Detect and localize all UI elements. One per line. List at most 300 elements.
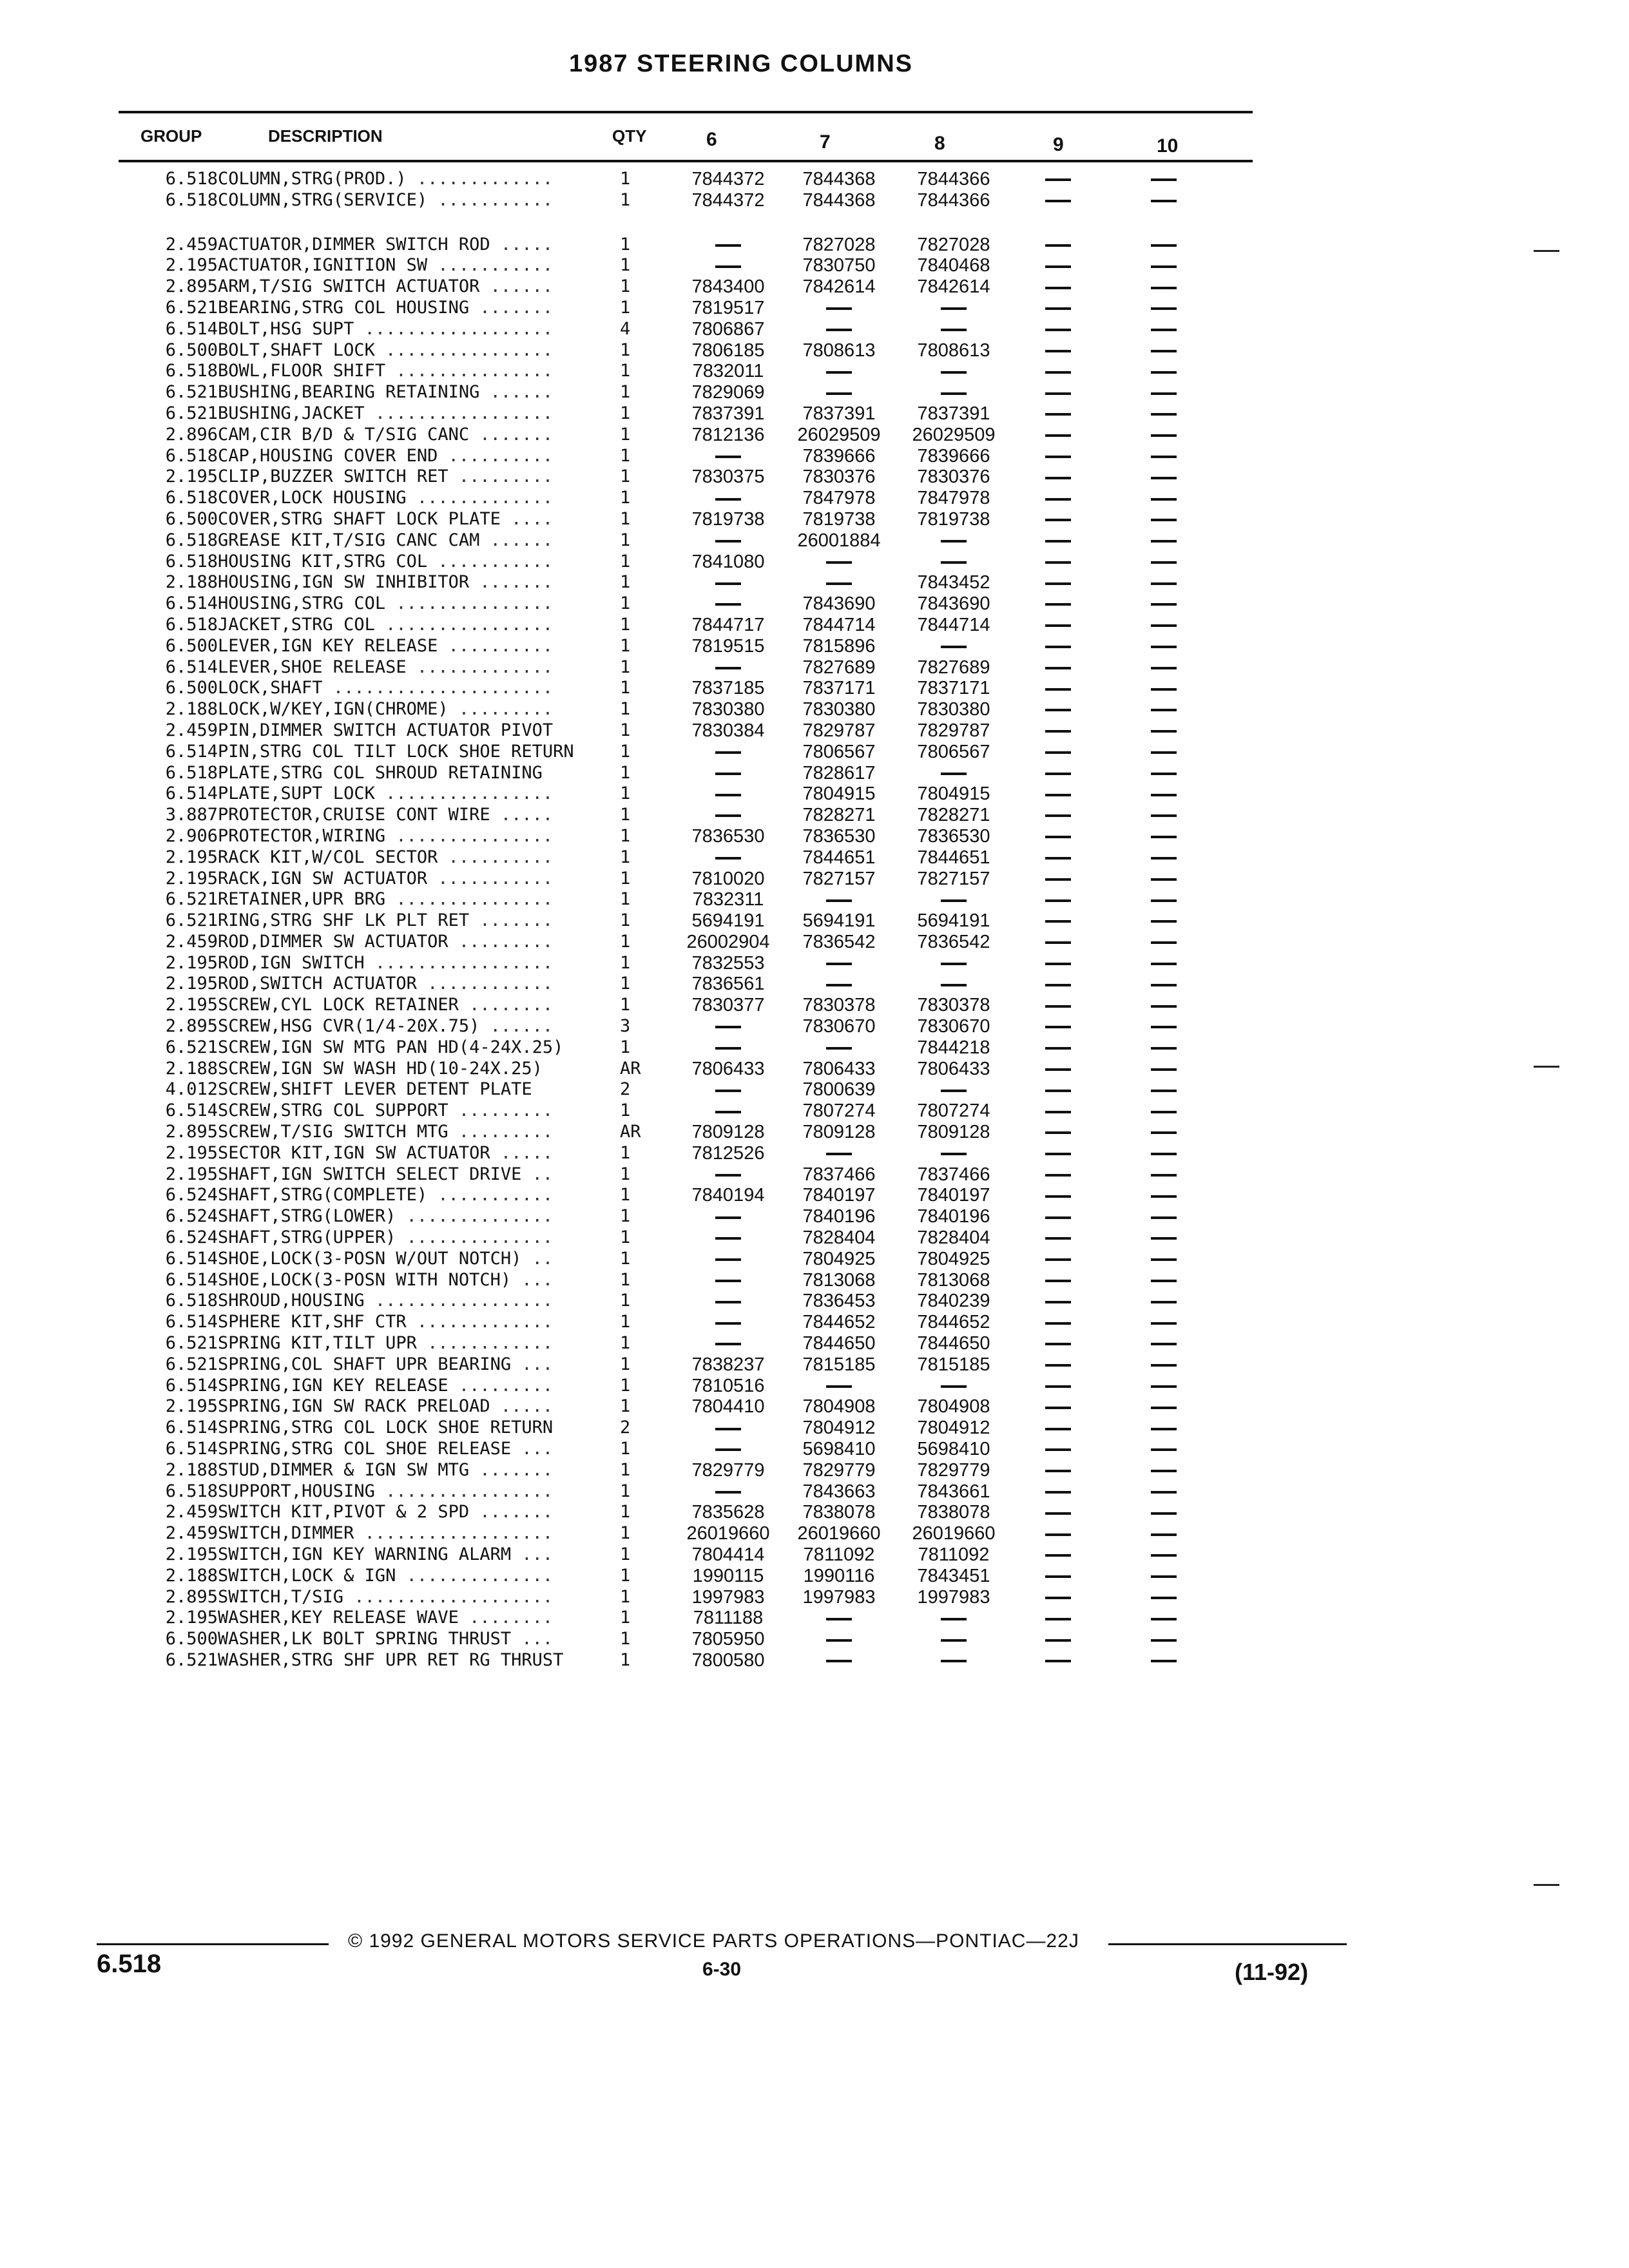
part-number-cell-7: 7815185 (802, 1354, 876, 1375)
table-row (0, 657, 1629, 678)
table-row (0, 530, 1629, 552)
not-applicable-dash (1151, 1660, 1177, 1662)
not-applicable-dash (941, 392, 967, 395)
part-number-cell-9 (1019, 974, 1097, 994)
not-applicable-dash (1045, 1639, 1071, 1642)
qty-cell: 1 (620, 1565, 631, 1586)
part-number-cell-8: 7838078 (917, 1502, 990, 1523)
part-number-cell-6: 7832011 (692, 361, 764, 382)
part-number-cell-10 (1125, 1376, 1202, 1396)
part-number-cell-7: 7838078 (802, 1502, 876, 1523)
part-number-cell-8: 7806433 (917, 1058, 990, 1079)
group-cell: 6.514 (165, 1375, 218, 1396)
dot-leader: ...... (479, 530, 554, 550)
not-applicable-dash (941, 561, 967, 564)
not-applicable-dash (1045, 1174, 1071, 1177)
group-cell: 6.514 (165, 1439, 218, 1459)
dot-leader: ......... (448, 699, 554, 720)
part-number-cell-9 (1019, 636, 1097, 657)
qty-cell: 1 (620, 614, 631, 635)
description-cell: ROD,IGN SWITCH ................. (218, 952, 554, 973)
part-number-cell-8: 7830378 (917, 995, 990, 1016)
part-number-cell-8: 7844366 (917, 169, 990, 189)
description-cell: PIN,DIMMER SWITCH ACTUATOR PIVOT (218, 720, 554, 740)
qty-cell: 1 (620, 1502, 631, 1523)
footer-copyright: © 1992 GENERAL MOTORS SERVICE PARTS OPERATIONS—PONTIAC—22J (348, 1930, 1079, 1952)
qty-cell: 1 (620, 1375, 631, 1396)
part-number-cell-8: 7828404 (917, 1227, 990, 1249)
description-cell: BOWL,FLOOR SHIFT ............... (218, 361, 554, 381)
footer-page-number: 6-30 (702, 1959, 742, 1980)
qty-cell: 1 (620, 276, 631, 297)
part-number-cell-10 (1125, 1418, 1202, 1438)
part-number-cell-8: 7829779 (917, 1459, 990, 1481)
qty-cell: 1 (620, 1269, 631, 1290)
part-number-cell-10 (1125, 593, 1202, 614)
qty-cell: 1 (620, 1206, 631, 1227)
description-cell: HOUSING,IGN SW INHIBITOR ....... (218, 572, 554, 593)
part-number-cell-10 (1125, 382, 1202, 403)
table-row (0, 615, 1629, 636)
part-number-cell-7 (781, 1629, 897, 1649)
part-number-cell-8: 7839666 (917, 445, 990, 466)
dot-leader: ......... (448, 466, 554, 487)
not-applicable-dash (1045, 477, 1071, 479)
description-cell: COVER,STRG SHAFT LOCK PLATE .... (218, 508, 554, 529)
part-number-cell-9 (1019, 805, 1097, 825)
part-number-cell-10 (1125, 636, 1202, 657)
part-number-cell-6: 7830384 (691, 720, 765, 741)
part-number-cell-6: 7806185 (691, 340, 765, 361)
not-applicable-dash (1151, 1174, 1177, 1177)
dot-leader: ............. (406, 169, 554, 189)
part-number-cell-6: 7812136 (691, 424, 765, 445)
qty-cell: 1 (620, 1544, 631, 1564)
table-row (0, 1291, 1629, 1312)
part-number-cell-7 (781, 1143, 897, 1164)
part-number-cell-6: 26019660 (686, 1523, 770, 1544)
qty-cell: 1 (620, 910, 631, 931)
group-cell: 2.895 (165, 276, 218, 297)
qty-cell: 1 (620, 678, 631, 698)
group-cell: 6.514 (165, 1418, 218, 1438)
part-number-cell-7: 7830380 (802, 699, 876, 720)
part-number-cell-9 (1019, 953, 1097, 974)
not-applicable-dash (715, 773, 741, 775)
part-number-cell-9 (1019, 361, 1097, 381)
not-applicable-dash (826, 1047, 852, 1050)
part-number-cell-6 (670, 1037, 786, 1058)
not-applicable-dash (1045, 456, 1071, 458)
not-applicable-dash (1045, 984, 1071, 986)
qty-cell: 1 (620, 762, 631, 783)
qty-cell: 1 (620, 403, 631, 423)
group-cell: 6.521 (165, 297, 218, 318)
part-number-cell-9 (1019, 1460, 1097, 1481)
group-cell: 6.518 (165, 1481, 218, 1501)
description-cell: PROTECTOR,WIRING ............... (218, 825, 554, 846)
not-applicable-dash (1045, 244, 1071, 247)
not-applicable-dash (1151, 941, 1177, 944)
part-number-cell-9 (1019, 1037, 1097, 1058)
description-cell: RETAINER,UPR BRG ............... (218, 889, 554, 910)
part-number-cell-6: 7829779 (691, 1459, 765, 1481)
not-applicable-dash (826, 1385, 852, 1388)
not-applicable-dash (1151, 773, 1177, 775)
part-number-cell-9 (1019, 1079, 1097, 1100)
part-number-cell-10 (1125, 783, 1202, 804)
part-number-cell-7 (781, 953, 897, 974)
part-number-cell-8 (896, 530, 1012, 551)
group-cell: 6.524 (165, 1185, 218, 1206)
not-applicable-dash (1151, 1618, 1177, 1620)
description-cell: COVER,LOCK HOUSING ............. (218, 488, 554, 508)
table-row (0, 1143, 1629, 1164)
part-number-cell-7: 7847978 (802, 488, 876, 509)
part-number-cell-8: 7830376 (917, 466, 990, 488)
dot-leader: ................. (364, 952, 554, 973)
part-number-cell-7: 7804908 (802, 1396, 876, 1418)
group-cell: 6.514 (165, 1100, 218, 1121)
not-applicable-dash (826, 371, 852, 374)
part-number-cell-7: 7827689 (802, 657, 876, 678)
not-applicable-dash (826, 307, 852, 310)
qty-cell: 1 (620, 657, 631, 677)
dot-leader: ......... (448, 1100, 554, 1121)
part-number-cell-10 (1125, 255, 1202, 276)
part-number-cell-6: 7819515 (691, 635, 765, 657)
group-cell: 2.195 (165, 1608, 218, 1628)
part-number-cell-7: 26019660 (797, 1523, 881, 1544)
group-cell: 6.500 (165, 678, 218, 698)
not-applicable-dash (1045, 519, 1071, 521)
part-number-cell-6 (670, 1291, 786, 1311)
not-applicable-dash (715, 814, 741, 817)
dot-leader: ...... (479, 1016, 554, 1037)
part-number-cell-7: 7806433 (802, 1058, 876, 1079)
qty-cell: 1 (620, 995, 631, 1015)
part-number-cell-6: 1990115 (692, 1565, 764, 1586)
part-number-cell-10 (1125, 805, 1202, 825)
not-applicable-dash (715, 1090, 741, 1092)
group-cell: 2.459 (165, 1523, 218, 1544)
group-cell: 6.524 (165, 1206, 218, 1227)
part-number-cell-9 (1019, 1502, 1097, 1523)
part-number-cell-9 (1019, 1059, 1097, 1079)
group-cell: 6.521 (165, 1354, 218, 1374)
part-number-cell-7: 7844368 (802, 169, 876, 189)
table-row (0, 1016, 1629, 1037)
not-applicable-dash (715, 857, 741, 860)
not-applicable-dash (1151, 1470, 1177, 1472)
part-number-cell-7: 7836530 (802, 825, 876, 847)
dot-leader: ............. (406, 488, 554, 508)
not-applicable-dash (1045, 1597, 1071, 1599)
description-cell: SWITCH KIT,PIVOT & 2 SPD ....... (218, 1502, 554, 1523)
group-cell: 6.518 (165, 488, 218, 508)
part-number-cell-9 (1019, 869, 1097, 889)
not-applicable-dash (1151, 688, 1177, 691)
part-number-cell-6 (670, 763, 786, 783)
part-number-cell-10 (1125, 1523, 1202, 1544)
dot-leader: ... (511, 1439, 554, 1459)
part-number-cell-10 (1125, 1143, 1202, 1164)
part-number-cell-8: 7813068 (917, 1269, 990, 1291)
not-applicable-dash (1045, 1280, 1071, 1282)
not-applicable-dash (1045, 963, 1071, 965)
part-number-cell-7: 7806567 (802, 741, 876, 762)
part-number-cell-8 (896, 1608, 1012, 1628)
not-applicable-dash (1045, 709, 1071, 711)
description-cell: SPRING KIT,TILT UPR ............ (218, 1333, 554, 1354)
table-row (0, 319, 1629, 340)
part-number-cell-6 (670, 742, 786, 762)
not-applicable-dash (1045, 878, 1071, 881)
part-number-cell-7: 7827028 (802, 234, 876, 255)
part-number-cell-8: 7807274 (917, 1100, 990, 1122)
part-number-cell-8: 7827157 (917, 868, 990, 889)
part-number-cell-6: 7832311 (692, 889, 764, 910)
qty-cell: 1 (620, 382, 631, 403)
not-applicable-dash (715, 794, 741, 796)
not-applicable-dash (1151, 178, 1177, 181)
dot-leader: ... (511, 1544, 554, 1564)
dot-leader: ....... (469, 910, 554, 931)
not-applicable-dash (1151, 899, 1177, 902)
part-number-cell-7: 7830670 (802, 1016, 876, 1037)
part-number-cell-7: 7809128 (802, 1122, 876, 1143)
not-applicable-dash (1045, 200, 1071, 202)
description-cell: STUD,DIMMER & IGN SW MTG ....... (218, 1459, 554, 1480)
not-applicable-dash (715, 1047, 741, 1050)
part-number-cell-9 (1019, 889, 1097, 910)
description-cell: SCREW,HSG CVR(1/4-20X.75) ...... (218, 1016, 554, 1037)
part-number-cell-7 (781, 889, 897, 910)
group-cell: 6.518 (165, 614, 218, 635)
part-number-cell-6 (670, 1249, 786, 1269)
part-number-cell-6 (670, 1016, 786, 1037)
part-number-cell-10 (1125, 1100, 1202, 1121)
part-number-cell-8: 7837171 (917, 678, 990, 699)
qty-cell: 1 (620, 1396, 631, 1417)
qty-cell: 1 (620, 1248, 631, 1269)
group-cell: 2.459 (165, 931, 218, 952)
table-row (0, 1481, 1629, 1503)
dot-leader: ... (511, 1354, 554, 1374)
part-number-cell-10 (1125, 1566, 1202, 1586)
not-applicable-dash (1151, 1090, 1177, 1092)
part-number-cell-6: 7829069 (691, 382, 765, 403)
part-number-cell-10 (1125, 1544, 1202, 1565)
part-number-cell-8: 7840468 (917, 255, 990, 276)
dot-leader: .............. (396, 1565, 554, 1586)
margin-mark (1534, 250, 1559, 252)
part-number-cell-8: 5694191 (917, 910, 990, 932)
part-number-cell-7: 7800639 (802, 1079, 876, 1100)
dot-leader: ............. (406, 1312, 554, 1332)
table-row (0, 1270, 1629, 1291)
part-number-cell-10 (1125, 1502, 1202, 1523)
part-number-cell-8: 7840239 (917, 1291, 990, 1312)
not-applicable-dash (1045, 1343, 1071, 1345)
description-cell: SHAFT,STRG(COMPLETE) ........... (218, 1185, 554, 1206)
table-row (0, 1418, 1629, 1439)
part-number-cell-10 (1125, 657, 1202, 678)
not-applicable-dash (1045, 899, 1071, 902)
group-cell: 6.518 (165, 551, 218, 572)
part-number-cell-10 (1125, 361, 1202, 381)
qty-cell: 1 (620, 805, 631, 825)
group-cell: 6.524 (165, 1227, 218, 1248)
not-applicable-dash (1045, 1618, 1071, 1620)
not-applicable-dash (1045, 1554, 1071, 1557)
not-applicable-dash (1151, 1639, 1177, 1642)
not-applicable-dash (1151, 287, 1177, 289)
not-applicable-dash (1045, 178, 1071, 181)
part-number-cell-9 (1019, 446, 1097, 466)
part-number-cell-8: 7804908 (917, 1396, 990, 1418)
qty-cell: 1 (620, 1481, 631, 1501)
dot-leader: ....... (469, 424, 554, 445)
description-cell: LOCK,W/KEY,IGN(CHROME) ......... (218, 699, 554, 720)
part-number-cell-10 (1125, 169, 1202, 189)
part-number-cell-6 (670, 488, 786, 508)
not-applicable-dash (715, 603, 741, 606)
qty-cell: 1 (620, 974, 631, 994)
part-number-cell-9 (1019, 530, 1097, 551)
table-row (0, 1249, 1629, 1270)
part-number-cell-10 (1125, 446, 1202, 466)
not-applicable-dash (1151, 329, 1177, 331)
qty-cell: 2 (620, 1079, 631, 1100)
table-row (0, 1587, 1629, 1608)
group-cell: 2.195 (165, 995, 218, 1015)
part-number-cell-7: 7844652 (802, 1312, 876, 1333)
group-cell: 2.459 (165, 1502, 218, 1523)
not-applicable-dash (1045, 1005, 1071, 1008)
part-number-cell-9 (1019, 190, 1097, 211)
part-number-cell-10 (1125, 1037, 1202, 1058)
table-row (0, 826, 1629, 847)
part-number-cell-8: 7811092 (918, 1544, 990, 1565)
description-cell: ACTUATOR,DIMMER SWITCH ROD ..... (218, 234, 554, 255)
part-number-cell-7: 7837466 (802, 1164, 876, 1185)
table-row (0, 953, 1629, 974)
description-cell: LEVER,IGN KEY RELEASE .......... (218, 635, 554, 656)
not-applicable-dash (1045, 371, 1071, 374)
description-cell: SCREW,IGN SW MTG PAN HD(4-24X.25) (218, 1037, 564, 1057)
part-number-cell-6 (670, 235, 786, 255)
dot-leader: ............ (416, 974, 554, 994)
not-applicable-dash (1151, 709, 1177, 711)
not-applicable-dash (1045, 688, 1071, 691)
not-applicable-dash (941, 1660, 967, 1662)
group-cell: 2.906 (165, 825, 218, 846)
table-row (0, 1079, 1629, 1100)
part-number-cell-9 (1019, 509, 1097, 530)
part-number-cell-6: 7819738 (691, 508, 765, 530)
part-number-cell-6: 7804414 (691, 1544, 765, 1565)
table-row (0, 995, 1629, 1016)
description-cell: COLUMN,STRG(PROD.) ............. (218, 169, 554, 189)
part-number-cell-6: 7805950 (691, 1629, 765, 1650)
description-cell: SECTOR KIT,IGN SW ACTUATOR ..... (218, 1142, 554, 1163)
table-row (0, 1354, 1629, 1376)
not-applicable-dash (826, 582, 852, 585)
part-number-cell-9 (1019, 403, 1097, 424)
part-number-cell-9 (1019, 382, 1097, 403)
part-number-cell-7: 7829787 (802, 720, 876, 741)
table-row (0, 910, 1629, 932)
group-cell: 3.887 (165, 805, 218, 825)
not-applicable-dash (715, 1343, 741, 1345)
part-number-cell-6: 5694191 (691, 910, 765, 932)
part-number-cell-7: 7840196 (802, 1206, 876, 1227)
table-row (0, 869, 1629, 890)
description-cell: COLUMN,STRG(SERVICE) ........... (218, 189, 554, 210)
not-applicable-dash (1151, 1428, 1177, 1430)
description-cell: SCREW,T/SIG SWITCH MTG ......... (218, 1122, 554, 1142)
table-row (0, 974, 1629, 995)
qty-cell: AR (620, 1122, 641, 1142)
group-cell: 2.188 (165, 572, 218, 593)
part-number-cell-7: 7807274 (802, 1100, 876, 1122)
part-number-cell-9 (1019, 572, 1097, 593)
qty-cell: 1 (620, 699, 631, 720)
description-cell: SUPPORT,HOUSING ................ (218, 1481, 554, 1501)
part-number-cell-10 (1125, 1249, 1202, 1269)
part-number-cell-7: 7830376 (802, 466, 876, 488)
table-row (0, 805, 1629, 826)
dot-leader: ................. (364, 1291, 554, 1311)
not-applicable-dash (1045, 287, 1071, 289)
part-number-cell-9 (1019, 235, 1097, 255)
description-cell: SPRING,IGN SW RACK PRELOAD ..... (218, 1396, 554, 1417)
description-cell: PLATE,STRG COL SHROUD RETAINING (218, 762, 543, 783)
not-applicable-dash (1151, 1216, 1177, 1219)
part-number-cell-10 (1125, 1079, 1202, 1100)
part-number-cell-6 (670, 1206, 786, 1227)
not-applicable-dash (715, 498, 741, 501)
not-applicable-dash (1151, 371, 1177, 374)
description-cell: LOCK,SHAFT ..................... (218, 678, 554, 698)
not-applicable-dash (1045, 1301, 1071, 1303)
part-number-cell-10 (1125, 678, 1202, 698)
part-number-cell-9 (1019, 466, 1097, 487)
not-applicable-dash (1151, 794, 1177, 796)
not-applicable-dash (941, 1090, 967, 1092)
part-number-cell-6: 7844372 (691, 189, 765, 211)
dot-leader: ....... (469, 1502, 554, 1523)
not-applicable-dash (1045, 1258, 1071, 1261)
not-applicable-dash (1045, 751, 1071, 754)
description-cell: SPRING,COL SHAFT UPR BEARING ... (218, 1354, 554, 1374)
table-row (0, 1460, 1629, 1481)
part-number-cell-8: 7844218 (917, 1037, 990, 1058)
part-number-cell-7: 7830378 (802, 995, 876, 1016)
part-number-cell-9 (1019, 1396, 1097, 1417)
not-applicable-dash (1045, 1131, 1071, 1134)
not-applicable-dash (826, 963, 852, 965)
not-applicable-dash (715, 1322, 741, 1325)
qty-cell: 1 (620, 189, 631, 210)
part-number-cell-7 (781, 1608, 897, 1628)
part-number-cell-8: 7847978 (917, 488, 990, 509)
part-number-cell-9 (1019, 1227, 1097, 1248)
margin-mark (1534, 1884, 1559, 1886)
description-cell: ROD,SWITCH ACTUATOR ............ (218, 974, 554, 994)
not-applicable-dash (715, 1301, 741, 1303)
